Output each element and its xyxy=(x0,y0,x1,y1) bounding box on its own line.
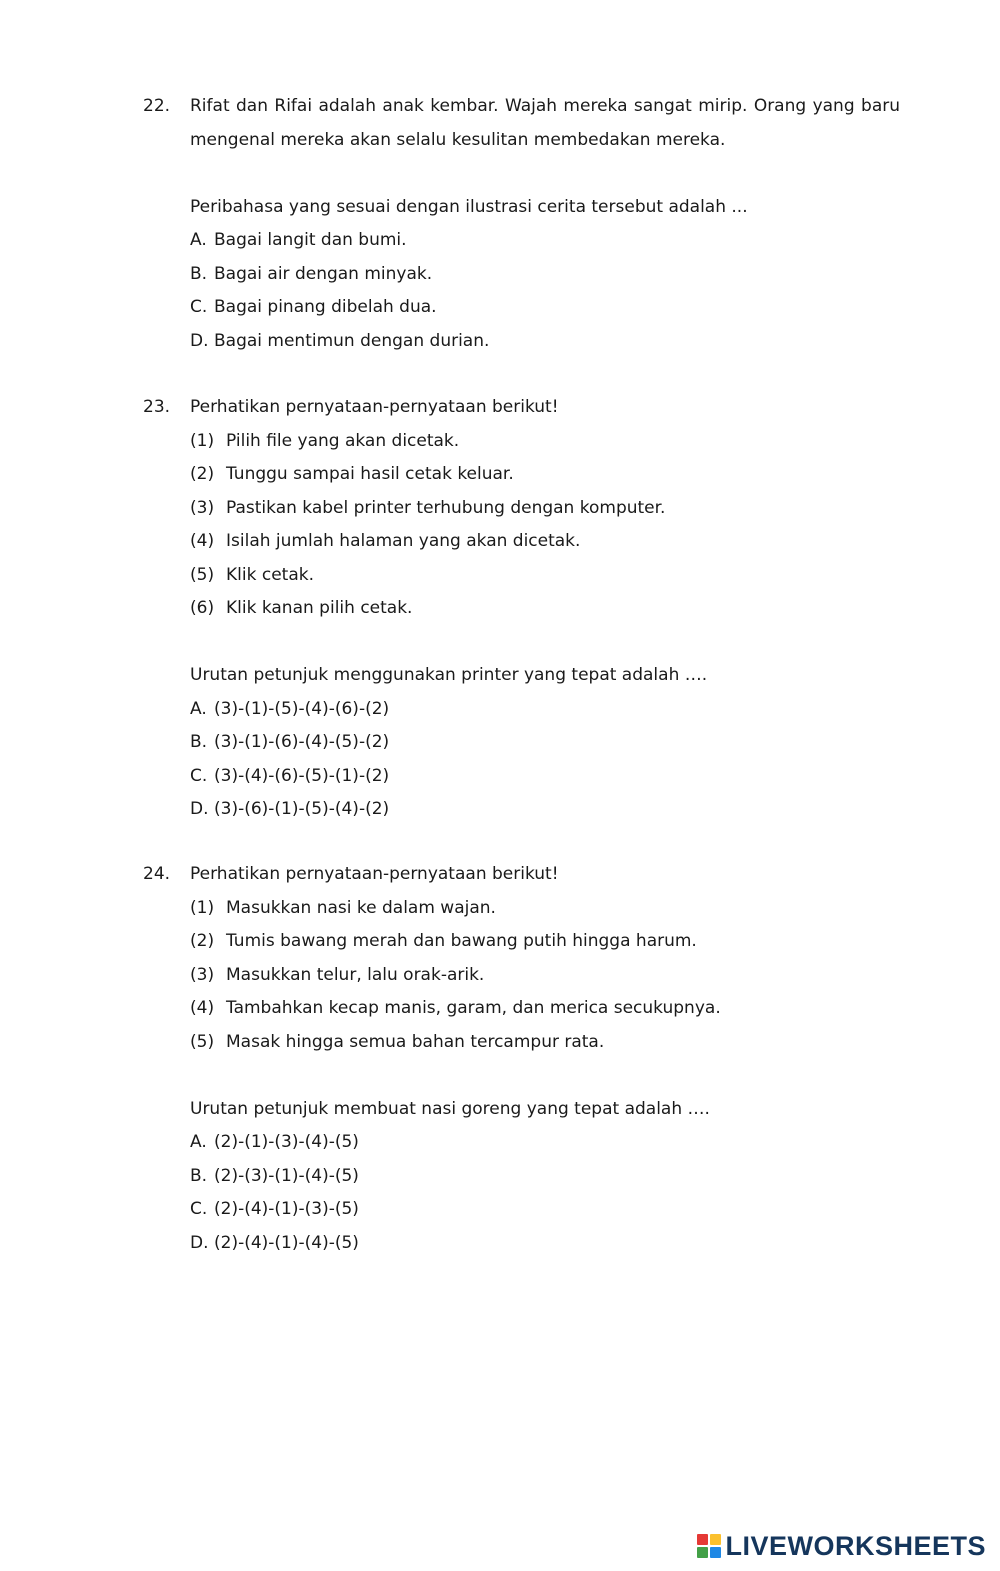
step-number: (3) xyxy=(190,497,215,518)
option-letter: A. xyxy=(190,698,207,719)
step-item xyxy=(190,1032,900,1066)
question-prompt: Peribahasa yang sesuai dengan ilustrasi cerita tersebut adalah ... xyxy=(190,196,748,217)
option-letter: D. xyxy=(190,799,209,819)
answer-option-d[interactable] xyxy=(190,799,900,833)
option-letter: D. xyxy=(190,330,209,351)
question-intro: Perhatikan pernyataan-pernyataan berikut! xyxy=(190,864,559,884)
option-text: (3)-(1)-(6)-(4)-(5)-(2) xyxy=(214,732,390,752)
question-number: 24. xyxy=(143,864,171,884)
step-text: Pilih file yang akan dicetak. xyxy=(226,430,460,451)
step-number: (1) xyxy=(190,430,215,451)
question-intro: Perhatikan pernyataan-pernyataan berikut! xyxy=(190,397,559,417)
option-letter: D. xyxy=(190,1232,209,1253)
answer-option-c[interactable] xyxy=(190,766,900,800)
step-item xyxy=(190,598,900,632)
liveworksheets-logo xyxy=(697,1531,986,1561)
answer-option-a[interactable] xyxy=(190,699,900,733)
question-24 xyxy=(143,864,900,1266)
option-letter: A. xyxy=(190,230,207,250)
logo-square-blue xyxy=(710,1547,721,1558)
question-23 xyxy=(143,397,900,833)
step-item xyxy=(190,531,900,565)
option-letter: C. xyxy=(190,765,208,786)
step-number: (5) xyxy=(190,1031,215,1052)
step-item xyxy=(190,565,900,599)
option-text: Bagai mentimun dengan durian. xyxy=(214,330,490,351)
question-prompt: Urutan petunjuk membuat nasi goreng yang tepat adalah …. xyxy=(190,1098,710,1119)
step-number: (1) xyxy=(190,897,215,918)
step-item xyxy=(190,998,900,1032)
option-text: (2)-(4)-(1)-(4)-(5) xyxy=(214,1232,359,1253)
option-letter: B. xyxy=(190,1165,208,1186)
step-text: Masak hingga semua bahan tercampur rata. xyxy=(226,1031,605,1052)
logo-square-red xyxy=(697,1534,708,1545)
logo-text: LIVEWORKSHEETS xyxy=(725,1530,986,1561)
answer-option-a[interactable] xyxy=(190,1132,900,1166)
option-text: (3)-(6)-(1)-(5)-(4)-(2) xyxy=(214,799,390,819)
step-item xyxy=(190,931,900,965)
logo-square-green xyxy=(697,1547,708,1558)
step-text: Klik cetak. xyxy=(226,564,314,585)
answer-option-b[interactable] xyxy=(190,264,900,298)
question-text-line: Rifat dan Rifai adalah anak kembar. Wajah mereka sangat mirip. Orang yang baru xyxy=(190,96,900,116)
question-22 xyxy=(143,96,900,364)
question-prompt: Urutan petunjuk menggunakan printer yang tepat adalah …. xyxy=(190,665,708,685)
option-letter: B. xyxy=(190,263,208,284)
step-text: Masukkan nasi ke dalam wajan. xyxy=(226,897,496,918)
logo-square-yellow xyxy=(710,1534,721,1545)
option-letter: B. xyxy=(190,732,208,752)
option-text: (3)-(1)-(5)-(4)-(6)-(2) xyxy=(214,698,390,719)
step-item xyxy=(190,431,900,465)
step-number: (2) xyxy=(190,931,215,951)
step-number: (3) xyxy=(190,964,215,985)
option-text: Bagai langit dan bumi. xyxy=(214,230,407,250)
option-text: (2)-(3)-(1)-(4)-(5) xyxy=(214,1165,359,1186)
option-letter: C. xyxy=(190,297,208,317)
liveworksheets-logo-icon xyxy=(697,1534,721,1558)
answer-option-a[interactable] xyxy=(190,230,900,264)
answer-option-c[interactable] xyxy=(190,297,900,331)
question-number: 22. xyxy=(143,96,171,116)
option-text: Bagai pinang dibelah dua. xyxy=(214,297,437,317)
step-item xyxy=(190,498,900,532)
step-text: Tumis bawang merah dan bawang putih hingga harum. xyxy=(226,931,697,951)
step-number: (4) xyxy=(190,531,215,551)
option-text: (3)-(4)-(6)-(5)-(1)-(2) xyxy=(214,765,390,786)
question-number: 23. xyxy=(143,397,171,417)
answer-option-d[interactable] xyxy=(190,1233,900,1267)
step-number: (2) xyxy=(190,464,215,484)
option-text: Bagai air dengan minyak. xyxy=(214,263,433,284)
answer-option-c[interactable] xyxy=(190,1199,900,1233)
step-item xyxy=(190,898,900,932)
step-text: Isilah jumlah halaman yang akan dicetak. xyxy=(226,531,581,551)
step-number: (4) xyxy=(190,998,215,1018)
question-text-line: mengenal mereka akan selalu kesulitan membedakan mereka. xyxy=(190,129,726,150)
answer-option-d[interactable] xyxy=(190,331,900,365)
step-text: Pastikan kabel printer terhubung dengan komputer. xyxy=(226,497,666,518)
option-text: (2)-(1)-(3)-(4)-(5) xyxy=(214,1132,359,1152)
answer-option-b[interactable] xyxy=(190,1166,900,1200)
step-number: (5) xyxy=(190,564,215,585)
step-text: Masukkan telur, lalu orak-arik. xyxy=(226,964,485,985)
option-text: (2)-(4)-(1)-(3)-(5) xyxy=(214,1199,359,1219)
step-text: Klik kanan pilih cetak. xyxy=(226,598,413,618)
step-item xyxy=(190,464,900,498)
step-number: (6) xyxy=(190,598,215,618)
step-text: Tunggu sampai hasil cetak keluar. xyxy=(226,464,514,484)
step-text: Tambahkan kecap manis, garam, dan merica secukupnya. xyxy=(226,998,721,1018)
step-item xyxy=(190,965,900,999)
option-letter: C. xyxy=(190,1199,208,1219)
answer-option-b[interactable] xyxy=(190,732,900,766)
option-letter: A. xyxy=(190,1132,207,1152)
